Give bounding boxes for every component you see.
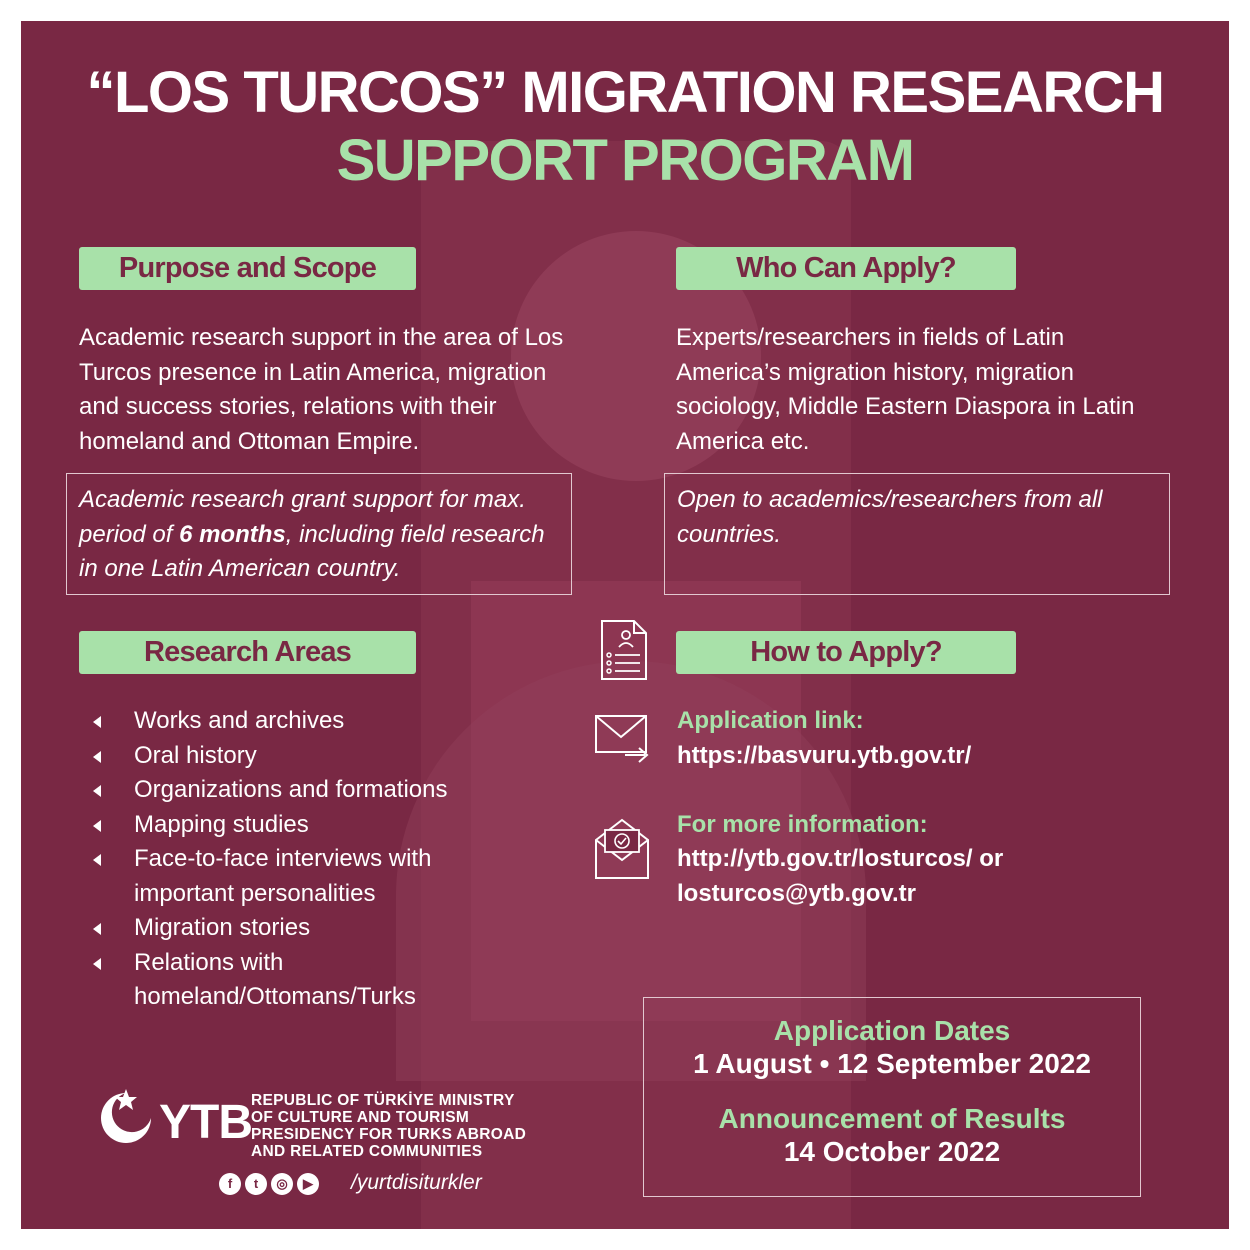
bullet-triangle-icon bbox=[93, 751, 101, 763]
bullet-triangle-icon bbox=[93, 820, 101, 832]
who-heading: Who Can Apply? bbox=[676, 247, 1016, 290]
more-info-label: For more information: bbox=[677, 811, 928, 838]
application-dates-label: Application Dates bbox=[773, 1015, 1011, 1046]
ytb-logo-text: YTB bbox=[159, 1096, 252, 1149]
title-line-1: “LOS TURCOS” MIGRATION RESEARCH bbox=[86, 60, 1164, 125]
areas-heading: Research Areas bbox=[79, 631, 416, 674]
areas-list bbox=[79, 704, 514, 1015]
results-value: 14 October 2022 bbox=[783, 1136, 1001, 1167]
mail-forward-icon bbox=[593, 713, 655, 767]
social-handle: /yurtdisiturkler bbox=[351, 1171, 482, 1194]
youtube-icon[interactable]: ▶ bbox=[297, 1173, 319, 1195]
bullet-triangle-icon bbox=[93, 716, 101, 728]
crescent-star-logo-icon bbox=[95, 1087, 157, 1149]
list-item: Works and archives bbox=[79, 704, 514, 739]
list-item: Mapping studies bbox=[79, 808, 514, 843]
grant-duration: 6 months bbox=[179, 520, 286, 548]
apply-heading: How to Apply? bbox=[676, 631, 1016, 674]
purpose-text: Academic research support in the area of Los Turcos presence in Latin America, migration and success stories, relations with their homeland and Ottoman Empire. bbox=[79, 324, 564, 455]
twitter-icon[interactable]: t bbox=[245, 1173, 267, 1195]
document-icon bbox=[596, 617, 652, 683]
application-link-label: Application link: bbox=[677, 707, 864, 734]
bullet-triangle-icon bbox=[93, 854, 101, 866]
bullet-triangle-icon bbox=[93, 958, 101, 970]
bullet-triangle-icon bbox=[93, 785, 101, 797]
facebook-icon[interactable]: f bbox=[219, 1173, 241, 1195]
results-label: Announcement of Results bbox=[718, 1103, 1066, 1134]
poster bbox=[21, 21, 1229, 1229]
mail-check-icon bbox=[593, 816, 651, 882]
purpose-box-text: Academic research grant support for max. period of 6 months, including field research in one Latin American country. bbox=[79, 486, 545, 582]
list-item: Face-to-face interviews with important personalities bbox=[79, 842, 514, 911]
purpose-heading: Purpose and Scope bbox=[79, 247, 416, 290]
list-item: Oral history bbox=[79, 739, 514, 774]
application-link[interactable]: https://basvuru.ytb.gov.tr/ bbox=[677, 742, 972, 769]
more-info-email[interactable]: losturcos@ytb.gov.tr bbox=[677, 880, 916, 907]
application-dates-value: 1 August • 12 September 2022 bbox=[693, 1048, 1091, 1079]
instagram-icon[interactable]: ◎ bbox=[271, 1173, 293, 1195]
who-text: Experts/researchers in fields of Latin America’s migration history, migration sociology, Middle Eastern Diaspora in Latin America etc. bbox=[676, 324, 1135, 455]
title-line-2: SUPPORT PROGRAM bbox=[336, 128, 914, 193]
list-item: Relations with homeland/Ottomans/Turks bbox=[79, 946, 514, 1015]
list-item: Organizations and formations bbox=[79, 773, 514, 808]
bullet-triangle-icon bbox=[93, 923, 101, 935]
list-item: Migration stories bbox=[79, 911, 514, 946]
organization-name: REPUBLIC OF TÜRKİYE MINISTRY OF CULTURE AND TOURISM PRESIDENCY FOR TURKS ABROAD AND RELATED COMMUNITIES bbox=[251, 1092, 527, 1160]
who-box-text: Open to academics/researchers from all countries. bbox=[677, 486, 1103, 548]
more-info-url[interactable]: http://ytb.gov.tr/losturcos/ or bbox=[677, 845, 1004, 872]
